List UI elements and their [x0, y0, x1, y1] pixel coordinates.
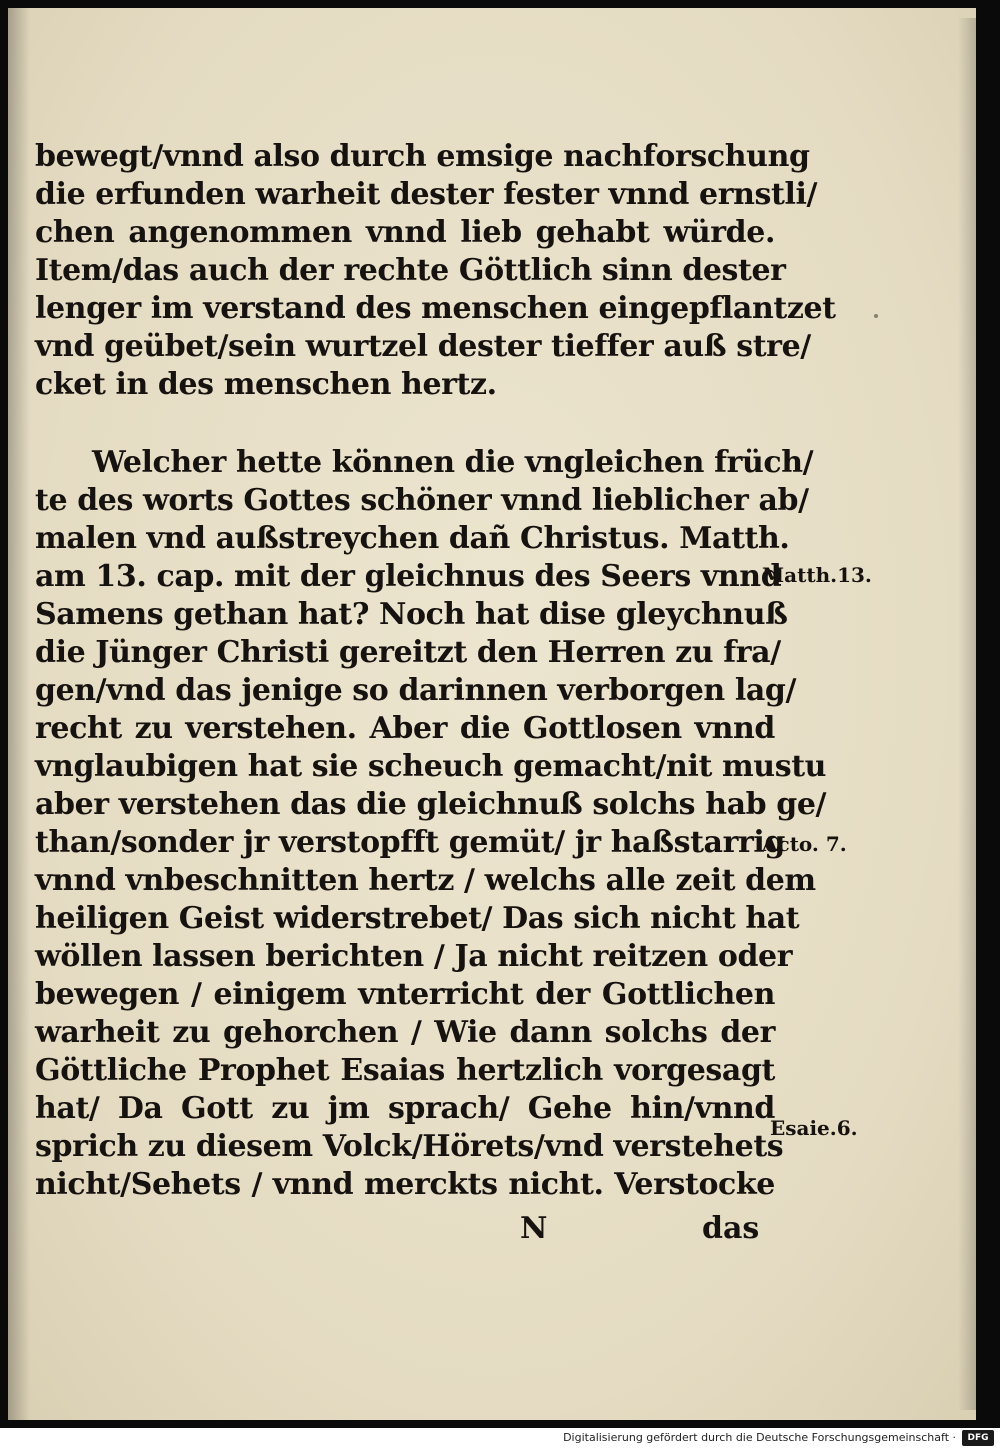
text-line: Samens gethan hat? Noch hat dise gleychnuß [35, 597, 788, 632]
text-line: wöllen lassen berichten / Ja nicht reitzen oder [35, 939, 793, 974]
text-line: vnnd vnbeschnitten hertz / welchs alle zeit dem [35, 863, 816, 898]
text-line: lenger im verstand des menschen eingepflantzet [35, 291, 836, 326]
text-line: cket in des menschen hertz. [35, 367, 497, 402]
text-line: recht zu verstehen. Aber die Gottlosen vnnd [35, 711, 775, 746]
text-line: Welcher hette können die vngleichen früch/ [92, 445, 814, 480]
signature-mark: N [520, 1211, 548, 1246]
text-line: malen vnd außstreychen dañ Christus. Matth. [35, 521, 790, 556]
margin-note-acto: Acto. 7. [762, 832, 847, 856]
digitization-credit: Digitalisierung gefördert durch die Deutsche Forschungsgemeinschaft · [563, 1431, 956, 1444]
text-line: nicht/Sehets / vnnd merckts nicht. Verstocke [35, 1167, 775, 1202]
text-line: chen angenommen vnnd lieb gehabt würde. [35, 215, 775, 250]
text-line: bewegen / einigem vnterricht der Gottlichen [35, 977, 775, 1012]
text-line: bewegt/vnnd also durch emsige nachforschung [35, 139, 810, 174]
text-line: vnd geübet/sein wurtzel dester tieffer auß stre/ [35, 329, 811, 364]
gutter-shadow [8, 8, 30, 1420]
catchword: das [702, 1211, 760, 1246]
text-line: vnglaubigen hat sie scheuch gemacht/nit mustu [35, 749, 827, 784]
text-line: te des worts Gottes schöner vnnd lieblicher ab/ [35, 483, 809, 518]
page-edge-shadow [958, 18, 976, 1410]
dfg-logo: DFG [962, 1430, 994, 1446]
text-line: than/sonder jr verstopfft gemüt/ jr haßstarrig [35, 825, 785, 860]
text-line: die erfunden warheit dester fester vnnd ernstli/ [35, 177, 818, 212]
text-line: warheit zu gehorchen / Wie dann solchs der [35, 1015, 775, 1050]
margin-note-esaie: Esaie.6. [770, 1116, 858, 1140]
text-line: Item/das auch der rechte Göttlich sinn dester [35, 253, 786, 288]
text-line: heiligen Geist widerstrebet/ Das sich nicht hat [35, 901, 800, 936]
text-line: sprich zu diesem Volck/Hörets/vnd verstehets [35, 1129, 784, 1164]
margin-note-matth: Matth.13. [762, 563, 872, 587]
text-line: Göttliche Prophet Esaias hertzlich vorgesagt [35, 1053, 775, 1088]
text-line: gen/vnd das jenige so darinnen verborgen lag/ [35, 673, 797, 708]
text-line: am 13. cap. mit der gleichnus des Seers vnnd [35, 559, 782, 594]
text-line: aber verstehen das die gleichnuß solchs hab ge/ [35, 787, 827, 822]
text-line: hat/ Da Gott zu jm sprach/ Gehe hin/vnnd [35, 1091, 775, 1126]
ink-speck [874, 314, 878, 318]
text-line: die Jünger Christi gereitzt den Herren zu fra/ [35, 635, 781, 670]
